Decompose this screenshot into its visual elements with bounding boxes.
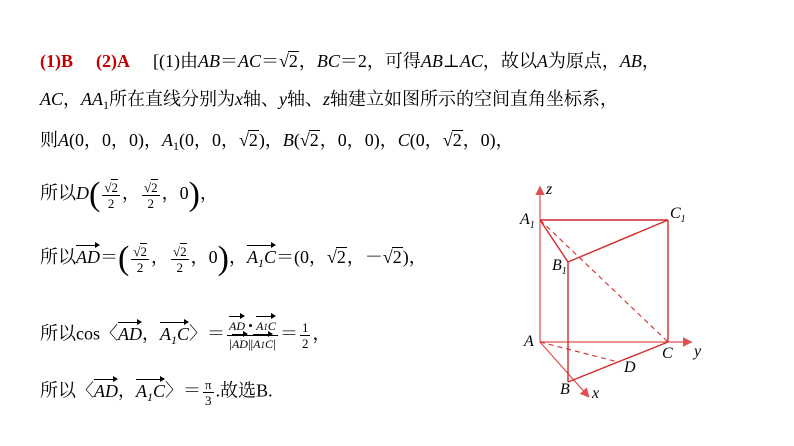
text: 所在直线分别为	[109, 89, 236, 109]
subscript: 1	[103, 98, 110, 112]
text: 0	[179, 183, 189, 204]
vector-A1C: $A_1C$	[246, 247, 276, 271]
text: 所以	[40, 247, 76, 268]
label-C: C	[662, 345, 673, 362]
math-AC: AC	[40, 89, 64, 109]
math-AC: AC	[237, 51, 261, 71]
label-B1: $B_1$	[552, 257, 567, 277]
label-A: A	[524, 333, 534, 350]
math-y: y	[279, 89, 288, 109]
text: ，	[199, 183, 218, 204]
text: (	[293, 130, 300, 150]
math-AA1: AA	[81, 89, 104, 109]
math-AB: AB	[619, 51, 642, 71]
math-A: A	[58, 130, 69, 150]
label-A1: $A_1$	[520, 211, 535, 231]
angle-bracket-left: 〈	[100, 323, 118, 344]
solution-line-1	[40, 51, 660, 70]
solution-line-7	[40, 377, 273, 408]
solution-line-3	[40, 130, 514, 152]
math-BC: BC	[316, 51, 340, 71]
text: ，故以	[482, 51, 537, 71]
text: .故选B.	[215, 380, 273, 401]
text: 则	[40, 130, 58, 150]
math-AC: AC	[459, 51, 483, 71]
text: ，	[121, 183, 140, 204]
text: ，－	[346, 247, 383, 268]
text: 0	[208, 247, 218, 268]
solution-line-2	[40, 90, 618, 111]
text: ，	[63, 89, 82, 109]
text: ＝(0，	[275, 247, 327, 268]
math-C: C	[397, 130, 410, 150]
text: ，	[312, 323, 331, 344]
angle-bracket-right: 〉	[165, 380, 184, 401]
subscript: 1	[173, 139, 179, 153]
text: (0，0，0)，	[69, 130, 162, 150]
text: 轴、	[287, 89, 324, 109]
text: 所以	[40, 380, 76, 401]
solution-line-5	[40, 242, 427, 276]
fraction-half: $\frac{1}{2}$	[301, 320, 309, 351]
answer-2: (2)A	[96, 51, 130, 71]
paren-left: (	[89, 176, 101, 213]
edge-A1B1	[540, 220, 568, 262]
vector-AD: AD	[94, 380, 118, 401]
label-x: x	[592, 385, 600, 402]
fraction-pi-3: $\frac{\pi}{3}$	[205, 377, 212, 408]
label-z: z	[546, 181, 553, 198]
prism-figure	[510, 180, 710, 406]
text: ，	[641, 51, 660, 71]
text: 为原点，	[547, 51, 620, 71]
sqrt: √2	[326, 247, 346, 268]
paren-right: )	[217, 240, 229, 277]
text: [(1)由	[153, 51, 198, 71]
sqrt: √2	[382, 247, 402, 268]
paren-right: )	[188, 176, 200, 213]
dashed-AD	[540, 342, 618, 362]
sqrt: √2	[239, 130, 258, 150]
fraction: $\frac{√2}{2}$	[104, 179, 118, 211]
text: (0，	[409, 130, 443, 150]
math-AB: AB	[197, 51, 220, 71]
text: ＝	[261, 51, 279, 71]
text: 轴建立如图所示的空间直角坐标系，	[330, 89, 619, 109]
text: ＝	[279, 323, 298, 344]
math-x: x	[235, 89, 244, 109]
text: ，0)，	[462, 130, 514, 150]
fraction: $\frac{√2}{2}$	[133, 243, 147, 275]
text: ，0，0)，	[319, 130, 398, 150]
label-D: D	[624, 359, 636, 376]
fraction: $\frac{√2}{2}$	[143, 179, 158, 211]
dashed-A1C	[540, 220, 668, 342]
text: ，	[150, 247, 169, 268]
vector-A1C: $A_1C$	[136, 380, 166, 404]
text: 轴、	[243, 89, 280, 109]
text: )，	[258, 130, 283, 150]
math-z: z	[323, 89, 331, 109]
text: (0，0，	[179, 130, 239, 150]
vector-A1C: $A_1C$	[160, 323, 190, 347]
math-AB: AB	[420, 51, 443, 71]
text: ⊥	[442, 51, 460, 71]
math-D: D	[76, 183, 89, 204]
text: ，	[161, 183, 180, 204]
text: 所以	[40, 183, 76, 204]
text: ，	[118, 380, 136, 401]
text: ＝	[207, 323, 226, 344]
sqrt: √2	[279, 51, 298, 71]
sqrt: √2	[299, 130, 319, 150]
text: ，	[228, 247, 247, 268]
angle-bracket-right: 〉	[189, 323, 208, 344]
text: ，	[298, 51, 317, 71]
solution-line-6	[40, 318, 330, 353]
text: ，	[142, 323, 160, 344]
sqrt: √2	[442, 130, 462, 150]
fraction-cos: $\frac{AD • A1C}{|AD||A1C|}$	[229, 318, 276, 351]
text: ＝	[219, 51, 238, 71]
math-A1: A	[162, 130, 173, 150]
answer-1: (1)B	[40, 51, 73, 71]
label-y: y	[694, 343, 702, 360]
paren-left: (	[118, 240, 130, 277]
math-B: B	[282, 130, 294, 150]
text: ，	[190, 247, 209, 268]
text: )，	[402, 247, 427, 268]
math-A: A	[536, 51, 548, 71]
vector-AD: AD	[76, 247, 100, 268]
text: ＝	[183, 380, 202, 401]
text: ＝	[100, 247, 118, 268]
label-C1: $C_1$	[670, 205, 686, 225]
solution-line-4	[40, 178, 218, 212]
angle-bracket-left: 〈	[76, 380, 94, 401]
fraction: $\frac{√2}{2}$	[172, 243, 187, 275]
text: 所以cos	[40, 323, 100, 344]
label-B: B	[560, 381, 570, 398]
text: ＝2，可得	[339, 51, 421, 71]
vector-AD: AD	[118, 323, 142, 344]
edge-B1C1	[568, 220, 668, 262]
